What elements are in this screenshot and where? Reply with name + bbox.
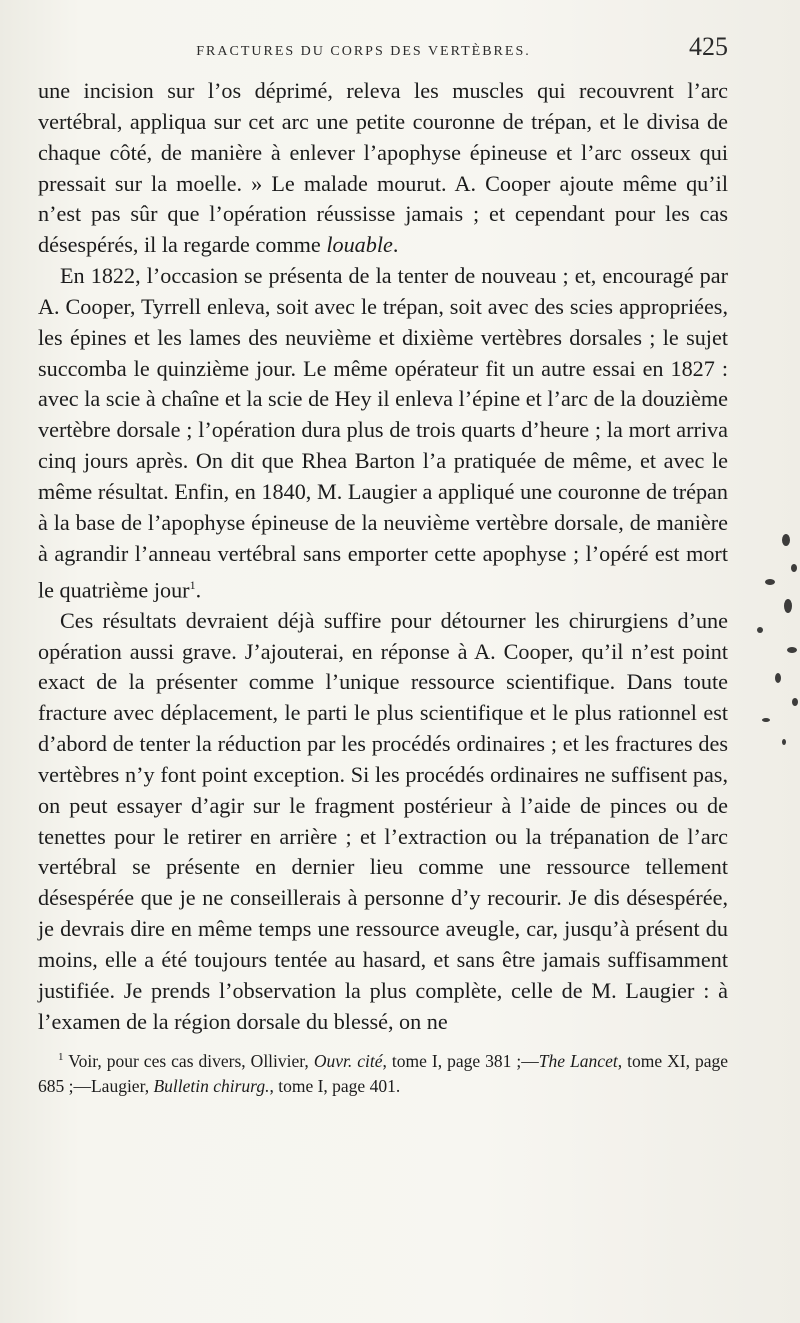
running-head: FRACTURES DU CORPS DES VERTÈBRES. (196, 44, 531, 59)
paragraph-2: En 1822, l’occasion se présenta de la tenter de nouveau ; et, encouragé par A. Cooper, Tyrrell enleva, soit avec le trépan, soit avec des scies appropriées, les épines et les lames des neuvième et dixième vertèbres dorsales ; le sujet succomba le quinzième jour. Le même opérateur fit un autre essai en 1827 : avec la scie à chaîne et la scie de Hey il enleva l’épine et l’arc de la douzième vertèbre dorsale ; l’opération dura plus de trois quarts d’heure ; la mort arriva cinq jours après. On dit que Rhea Barton l’a pratiquée de même, et avec le même résultat. Enfin, en 1840, M. Laugier a appliqué une couronne de trépan à la base de l’apophyse épineuse de la neuvième vertèbre dorsale, de manière à agrandir l’anneau vertébral sans emporter cette apophyse ; l’opéré est mort le quatrième jour$^1$. (38, 263, 728, 602)
body-text (38, 76, 728, 1038)
paragraph-1: une incision sur l’os déprimé, releva les muscles qui recouvrent l’arc vertébral, appliqua sur cet arc une petite couronne de trépan, et le divisa de chaque côté, de manière à enlever l’apophyse épineuse et l’arc osseux qui pressait sur la moelle. » Le malade mourut. A. Cooper ajoute même qu’il n’est pas sûr que l’opération réussisse jamais ; et cependant pour les cas désespérés, il la regarde comme louable. (38, 78, 728, 258)
paragraph-3: Ces résultats devraient déjà suffire pour détourner les chirurgiens d’une opération aussi grave. J’ajouterai, en réponse à A. Cooper, qu’il n’est point exact de la présenter comme l’unique ressource scientifique. Dans toute fracture avec déplacement, le parti le plus scientifique et le plus rationnel est d’abord de tenter la réduction par les procédés ordinaires ; et les fractures des vertèbres n’y font point exception. Si les procédés ordinaires ne suffisent pas, on peut essayer d’agir sur le fragment postérieur à l’aide de pinces ou de tenettes pour le retirer en arrière ; et l’extraction ou la trépanation de l’arc vertébral se présente en dernier lieu comme une ressource tellement désespérée que je ne conseillerais à personne d’y recourir. Je dis désespérée, je devrais dire en même temps une ressource aveugle, car, jusqu’à présent du moins, elle a été toujours tentée au hasard, et sans être jamais suffisamment justifiée. Je prends l’observation la plus complète, celle de M. Laugier : à l’examen de la région dorsale du blessé, on ne (38, 607, 728, 1034)
page-number: 425 (689, 32, 728, 61)
footnote-marker: 1 (58, 1050, 64, 1063)
footnote-reference: 1 (189, 577, 196, 592)
italic-word: louable (326, 232, 393, 258)
footnote: $^1$ Voir, pour ces cas divers, Ollivier, Ouvr. cité, tome I, page 381 ;—The Lancet, tome XI, page 685 ;—Laugier, Bulletin chirurg., tome I, page 401. (38, 1050, 728, 1097)
page-header (38, 32, 728, 76)
